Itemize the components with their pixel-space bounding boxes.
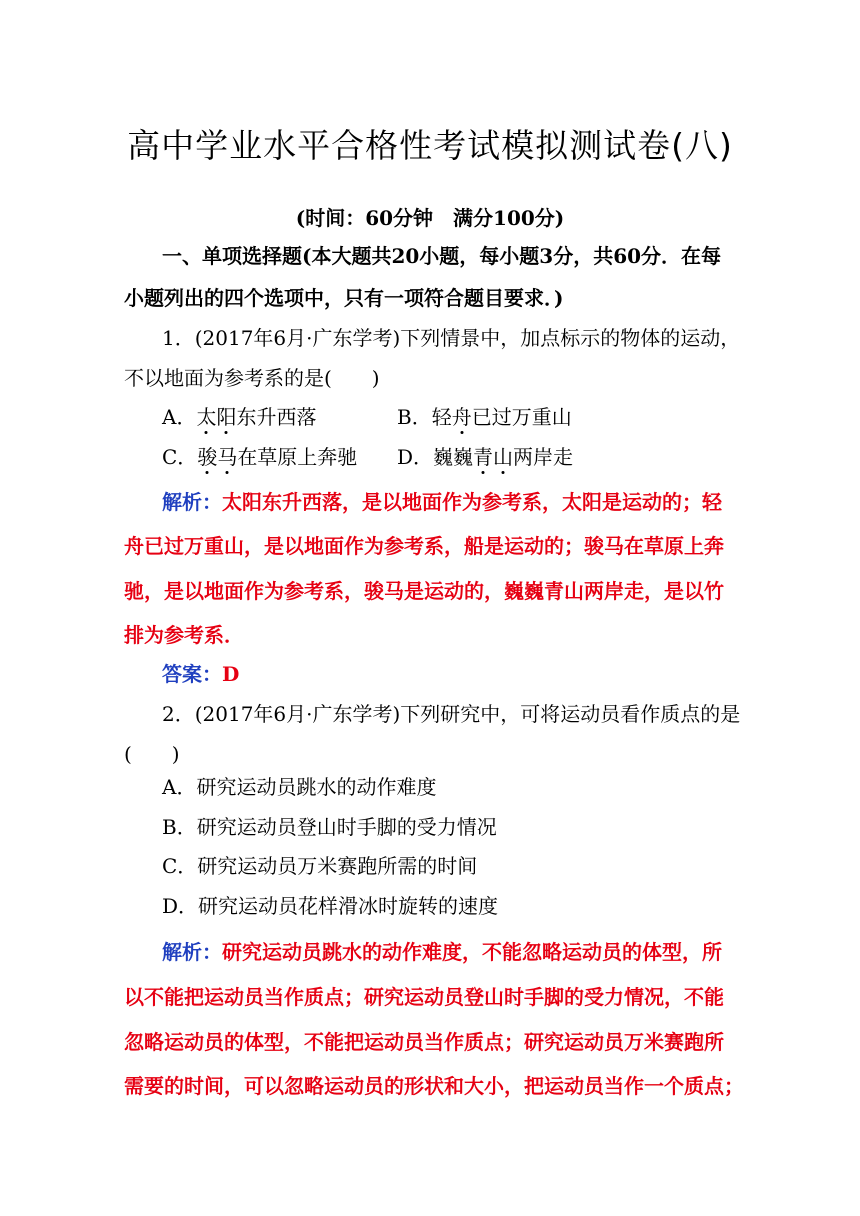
q1-answer-label: 答案： bbox=[162, 662, 222, 686]
q1-option-a-dotted2: 阳 bbox=[216, 405, 237, 429]
page-title: 高中学业水平合格性考试模拟测试卷(八) bbox=[127, 126, 733, 165]
q1-analysis-line3: 驰，是以地面作为参考系，骏马是运动的，巍巍青山两岸走，是以竹 bbox=[124, 579, 724, 603]
q1-option-c-label: C． bbox=[162, 445, 198, 469]
q1-option-b-label: B．轻 bbox=[397, 405, 452, 429]
q1-analysis-line4: 排为参考系． bbox=[124, 623, 244, 647]
q1-option-a-label: A． bbox=[162, 405, 197, 429]
q2-option-b: B．研究运动员登山时手脚的受力情况 bbox=[162, 815, 497, 839]
q2-option-a: A．研究运动员跳水的动作难度 bbox=[162, 775, 437, 799]
q2-analysis-line1 bbox=[162, 938, 722, 966]
q2-stem-line2: ( ) bbox=[124, 742, 180, 766]
q2-analysis-line3: 忽略运动员的体型，不能把运动员当作质点；研究运动员万米赛跑所 bbox=[124, 1030, 724, 1054]
q1-analysis-line1 bbox=[162, 488, 722, 516]
section-heading-line2: 小题列出的四个选项中，只有一项符合题目要求．) bbox=[124, 286, 564, 310]
q1-option-b-rest: 已过万重山 bbox=[471, 405, 572, 429]
q1-stem-line2: 不以地面为参考系的是( ) bbox=[124, 366, 380, 390]
q1-option-d-label: D．巍巍 bbox=[397, 445, 474, 469]
q1-option-b bbox=[397, 403, 572, 431]
q1-option-a-dotted1: 太 bbox=[196, 405, 217, 429]
section-heading-line1: 一、单项选择题(本大题共20小题，每小题3分，共60分．在每 bbox=[162, 244, 722, 268]
exam-meta: (时间：60分钟 满分100分) bbox=[295, 206, 565, 230]
q1-option-a-rest: 东升西落 bbox=[236, 405, 317, 429]
q1-option-d bbox=[397, 443, 573, 471]
q1-answer bbox=[162, 660, 239, 688]
q1-option-c-dotted2: 马 bbox=[217, 445, 238, 469]
q1-answer-value: D bbox=[222, 662, 240, 686]
q1-option-b-dotted: 舟 bbox=[451, 405, 472, 429]
q2-stem-line1: 2．(2017年6月·广东学考)下列研究中，可将运动员看作质点的是 bbox=[162, 702, 741, 726]
q2-option-c: C．研究运动员万米赛跑所需的时间 bbox=[162, 854, 478, 878]
q1-option-c bbox=[162, 443, 357, 471]
q1-option-d-rest: 两岸走 bbox=[513, 445, 574, 469]
q1-stem-line1: 1．(2017年6月·广东学考)下列情景中，加点标示的物体的运动， bbox=[162, 326, 741, 350]
q1-option-d-dotted1: 青 bbox=[473, 445, 494, 469]
q2-analysis-line4: 需要的时间，可以忽略运动员的形状和大小，把运动员当作一个质点； bbox=[124, 1074, 744, 1098]
q1-option-c-rest: 在草原上奔驰 bbox=[237, 445, 358, 469]
q1-option-d-dotted2: 山 bbox=[493, 445, 514, 469]
q2-analysis-label: 解析： bbox=[162, 940, 222, 964]
q2-analysis-line2: 以不能把运动员当作质点；研究运动员登山时手脚的受力情况，不能 bbox=[124, 985, 724, 1009]
q2-analysis-text1: 研究运动员跳水的动作难度，不能忽略运动员的体型，所 bbox=[222, 940, 722, 964]
q1-option-c-dotted1: 骏 bbox=[197, 445, 218, 469]
q1-analysis-label: 解析： bbox=[162, 490, 222, 514]
q1-option-a bbox=[162, 403, 316, 431]
q1-analysis-text1: 太阳东升西落，是以地面作为参考系，太阳是运动的；轻 bbox=[222, 490, 722, 514]
q1-analysis-line2: 舟已过万重山，是以地面作为参考系，船是运动的；骏马在草原上奔 bbox=[124, 534, 724, 558]
q2-option-d: D．研究运动员花样滑冰时旋转的速度 bbox=[162, 894, 499, 918]
section-heading bbox=[162, 242, 740, 270]
